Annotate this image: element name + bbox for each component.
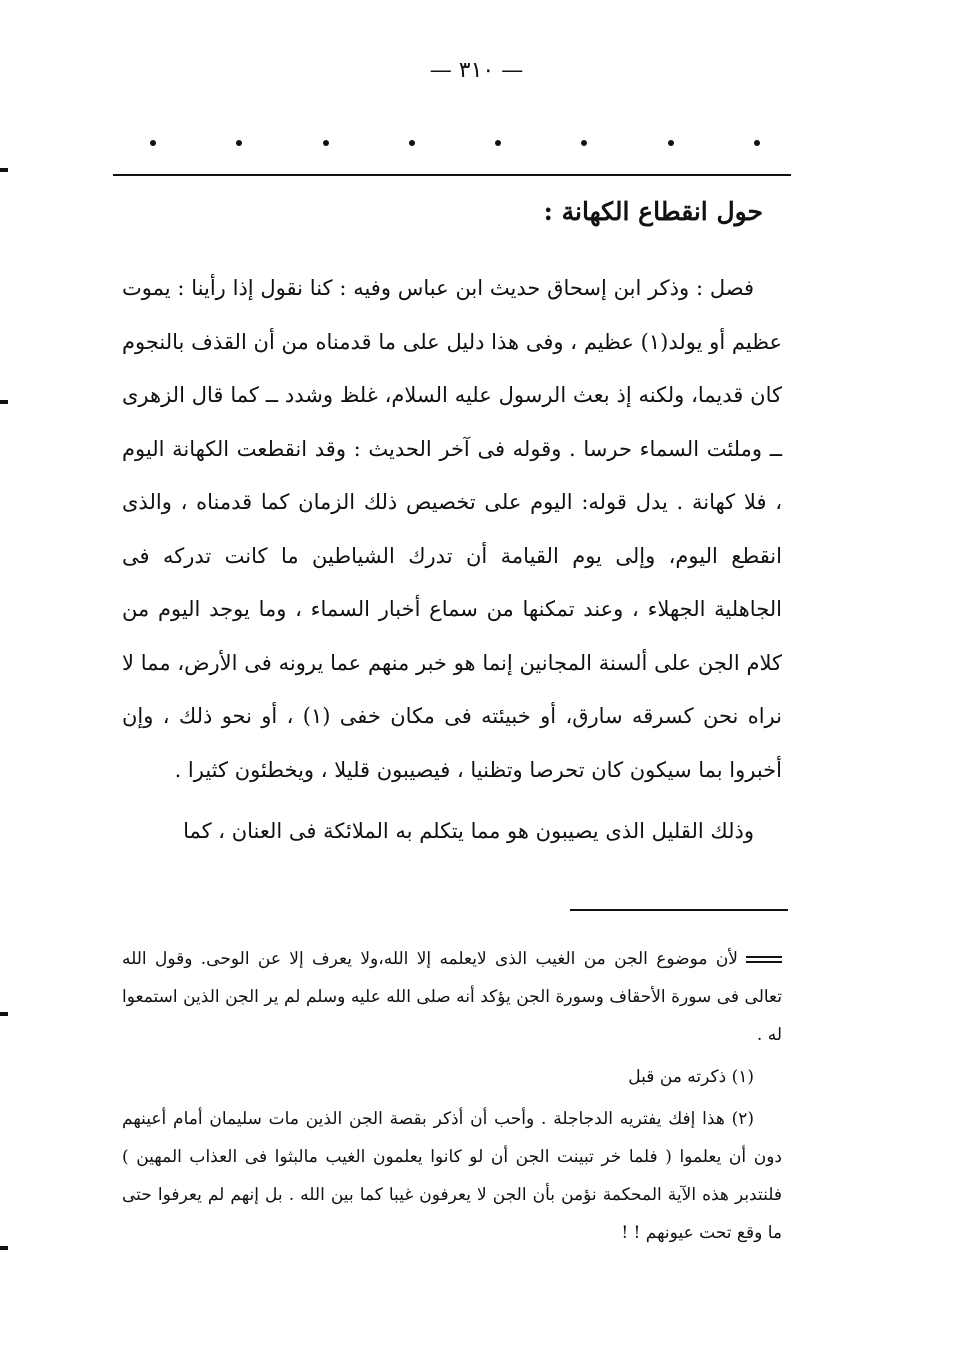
paragraph: فصل : وذكر ابن إسحاق حديث ابن عباس وفيه : كنا نقول إذا رأينا : يموت عظيم أو يولد(١) عظيم ، وفى هذا دليل على ما قدمناه من أن القذف بالنجوم كان قديما، ولكنه إذ بعث الرسول عليه السلام، غلظ وشدد ــ كما قال الزهرى ــ وملئت السماء حرسا . وقوله فى آخر الحديث : وقد انقطعت الكهانة اليوم ، فلا كهانة . يدل قوله: اليوم على تخصيص ذلك الزمان كما قدمناه ، والذى انقطع اليوم، وإلى يوم القيامة أن تدرك الشياطين ما كانت تدركه فى الجاهلية الجهلاء ، وعند تمكنها من سماع أخبار السماء ، وما يوجد اليوم من كلام الجن على ألسنة المجانين إنما هو خبر منهم عما يرونه فى الأرض، مما لا نراه نحن كسرقه سارق، أو خبيئته فى مكان خفى (١) ، أو نحو ذلك ، وإن أخبروا بما سيكون كان تحرصا وتظنيا ، فيصيبون قليلا ، ويخطئون كثيرا . bbox=[122, 276, 782, 782]
margin-scan-mark bbox=[0, 400, 8, 404]
footnotes bbox=[122, 940, 782, 1252]
margin-scan-mark bbox=[0, 168, 8, 172]
main-text bbox=[122, 262, 782, 859]
footnote-continuation-text: لأن موضوع الجن من الغيب الذى لايعلمه إلا الله،ولا يعرف إلا عن الوحى. وقول الله تعالى فى سورة الأحقاف وسورة الجن يؤكد أنه صلى الله عليه وسلم لم ير الجن الذين استمعوا له . bbox=[122, 949, 782, 1045]
ornament-dot bbox=[495, 140, 501, 146]
ornament-dot bbox=[150, 140, 156, 146]
ornament-dot bbox=[668, 140, 674, 146]
continuation-mark bbox=[746, 956, 782, 963]
ornament-dot bbox=[409, 140, 415, 146]
footnote-separator bbox=[570, 909, 788, 911]
ornament-dot bbox=[323, 140, 329, 146]
footnote-2: (٢) هذا إفك يفتريه الدجاجلة . وأحب أن أذكر بقصة الجن الذين مات سليمان أمام أعينهم دون أن يعلموا ( فلما خر تبينت الجن أن لو كانوا يعلمون الغيب مالبثوا فى العذاب المهين ) فلنتدبر هذه الآية المحكمة نؤمن بأن الجن لا يعرفون غيبا كما بين الله . بل إنهم لم يعرفوا حتى ما وقع تحت عيونهم ! ! bbox=[122, 1109, 782, 1243]
margin-scan-mark bbox=[0, 1012, 8, 1016]
ornamental-dots bbox=[150, 140, 760, 146]
margin-scan-mark bbox=[0, 1246, 8, 1250]
footnote-1: (١) ذكرته من قبل bbox=[628, 1067, 754, 1087]
paragraph: وذلك القليل الذى يصيبون هو مما يتكلم به الملائكة فى العنان ، كما bbox=[183, 819, 754, 843]
ornament-dot bbox=[581, 140, 587, 146]
page-number: — ٣١٠ — bbox=[429, 58, 524, 83]
ornament-dot bbox=[236, 140, 242, 146]
header-rule bbox=[113, 174, 791, 176]
ornament-dot bbox=[754, 140, 760, 146]
section-heading: حول انقطاع الكهانة : bbox=[543, 197, 763, 226]
footnote-continuation bbox=[122, 940, 782, 1054]
